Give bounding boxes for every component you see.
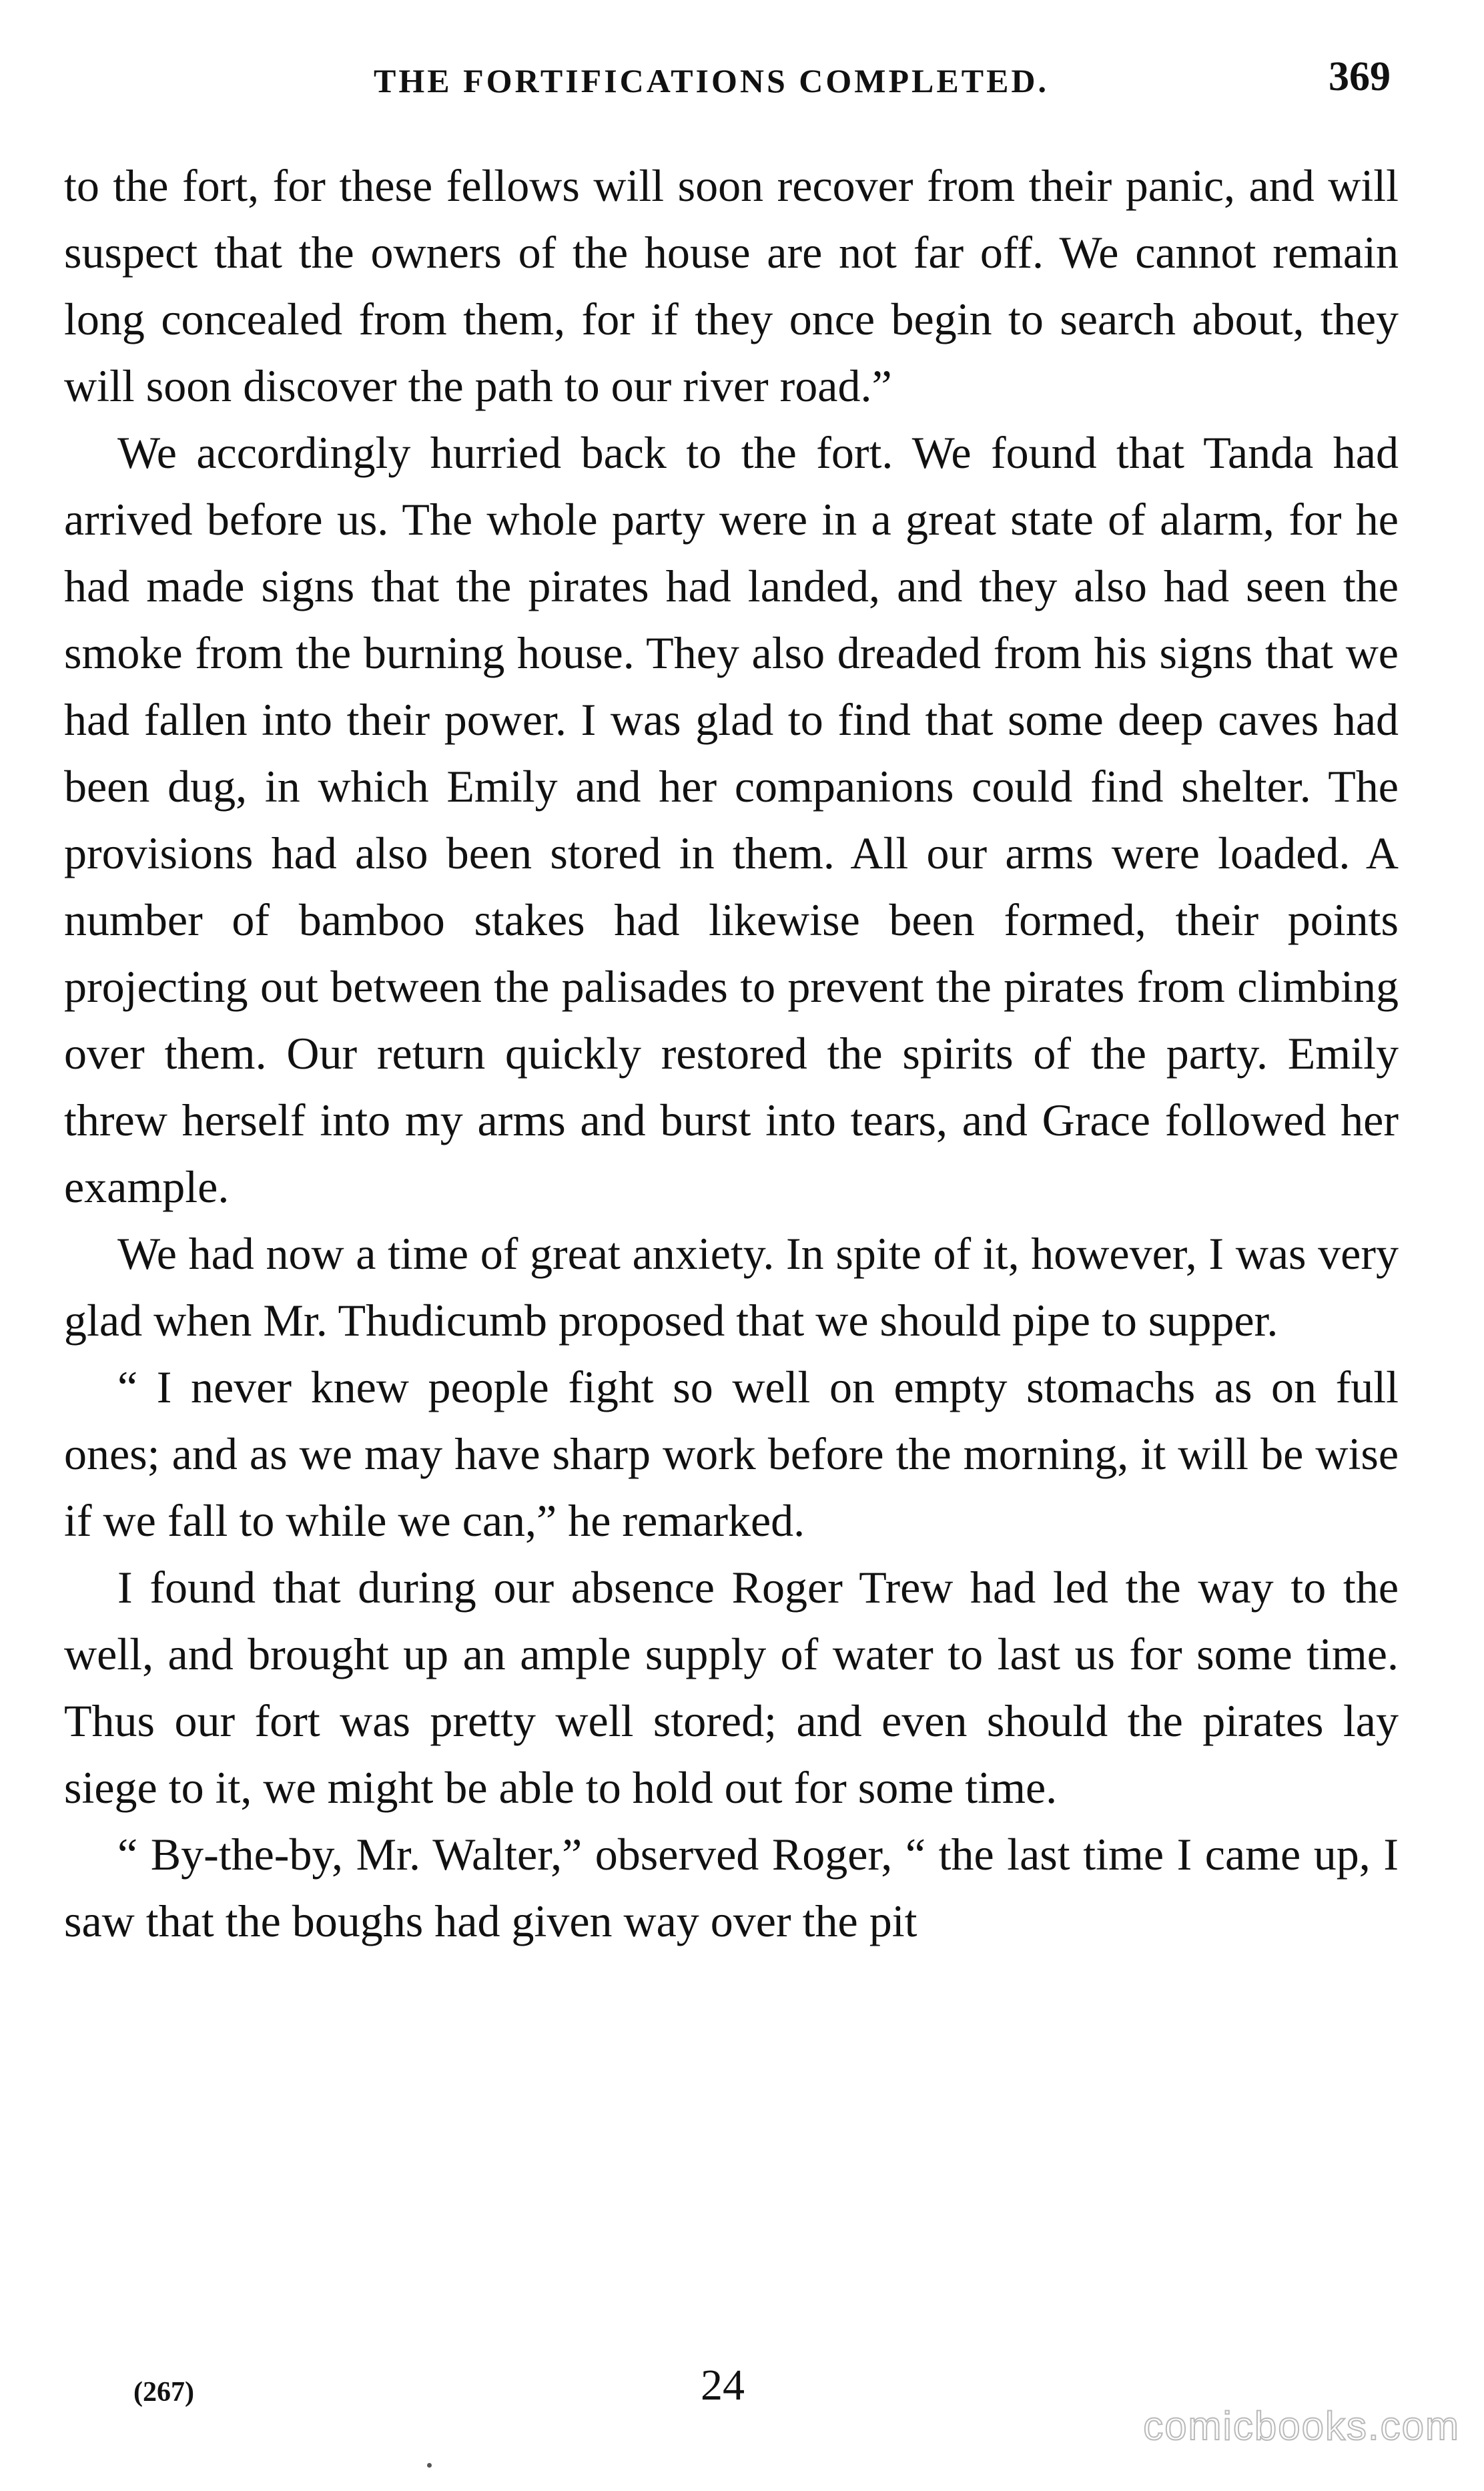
paragraph: “ I never knew people fight so well on empty stomachs as on full ones; and as we may have sharp work before the morning, it will be wise if we fall to while we can,” he remarked. <box>64 1362 1399 1546</box>
running-head: THE FORTIFICATIONS COMPLETED. <box>374 62 1050 99</box>
signature-mark: 24 <box>701 2361 745 2410</box>
watermark: comicbooks.com <box>1143 2404 1460 2448</box>
paragraph: We had now a time of great anxiety. In spite of it, however, I was very glad when Mr. Thudicumb proposed that we should pipe to supper. <box>64 1228 1399 1346</box>
ink-speck <box>427 2463 432 2468</box>
paragraph: I found that during our absence Roger Trew had led the way to the well, and brought up an ample supply of water to last us for some time. Thus our fort was pretty well stored; and even should the pirates lay siege to it, we might be able to hold out for some time. <box>64 1562 1399 1813</box>
page-number: 369 <box>1329 54 1391 99</box>
paragraph: to the fort, for these fellows will soon recover from their panic, and will suspect that the owners of the house are not far off. We cannot remain long concealed from them, for if they once begin to search about, they will soon discover the path to our river road.” <box>64 160 1399 411</box>
printer-signature: (267) <box>133 2377 194 2408</box>
paragraph: We accordingly hurried back to the fort. We found that Tanda had arrived before us. The whole party were in a great state of alarm, for he had made signs that the pirates had landed, and they also had seen the smoke from the burning house. They also dreaded from his signs that we had fallen into their power. I was glad to find that some deep caves had been dug, in which Emily and her companions could find shelter. The provisions had also been stored in them. All our arms were loaded. A number of bamboo stakes had likewise been formed, their points projecting out between the palisades to prevent the pirates from climbing over them. Our return quickly restored the spirits of the party. Emily threw herself into my arms and burst into tears, and Grace followed her example. <box>64 427 1399 1212</box>
body-text <box>64 152 1399 1954</box>
paragraph: “ By-the-by, Mr. Walter,” observed Roger, “ the last time I came up, I saw that the boughs had given way over the pit <box>64 1829 1399 1946</box>
